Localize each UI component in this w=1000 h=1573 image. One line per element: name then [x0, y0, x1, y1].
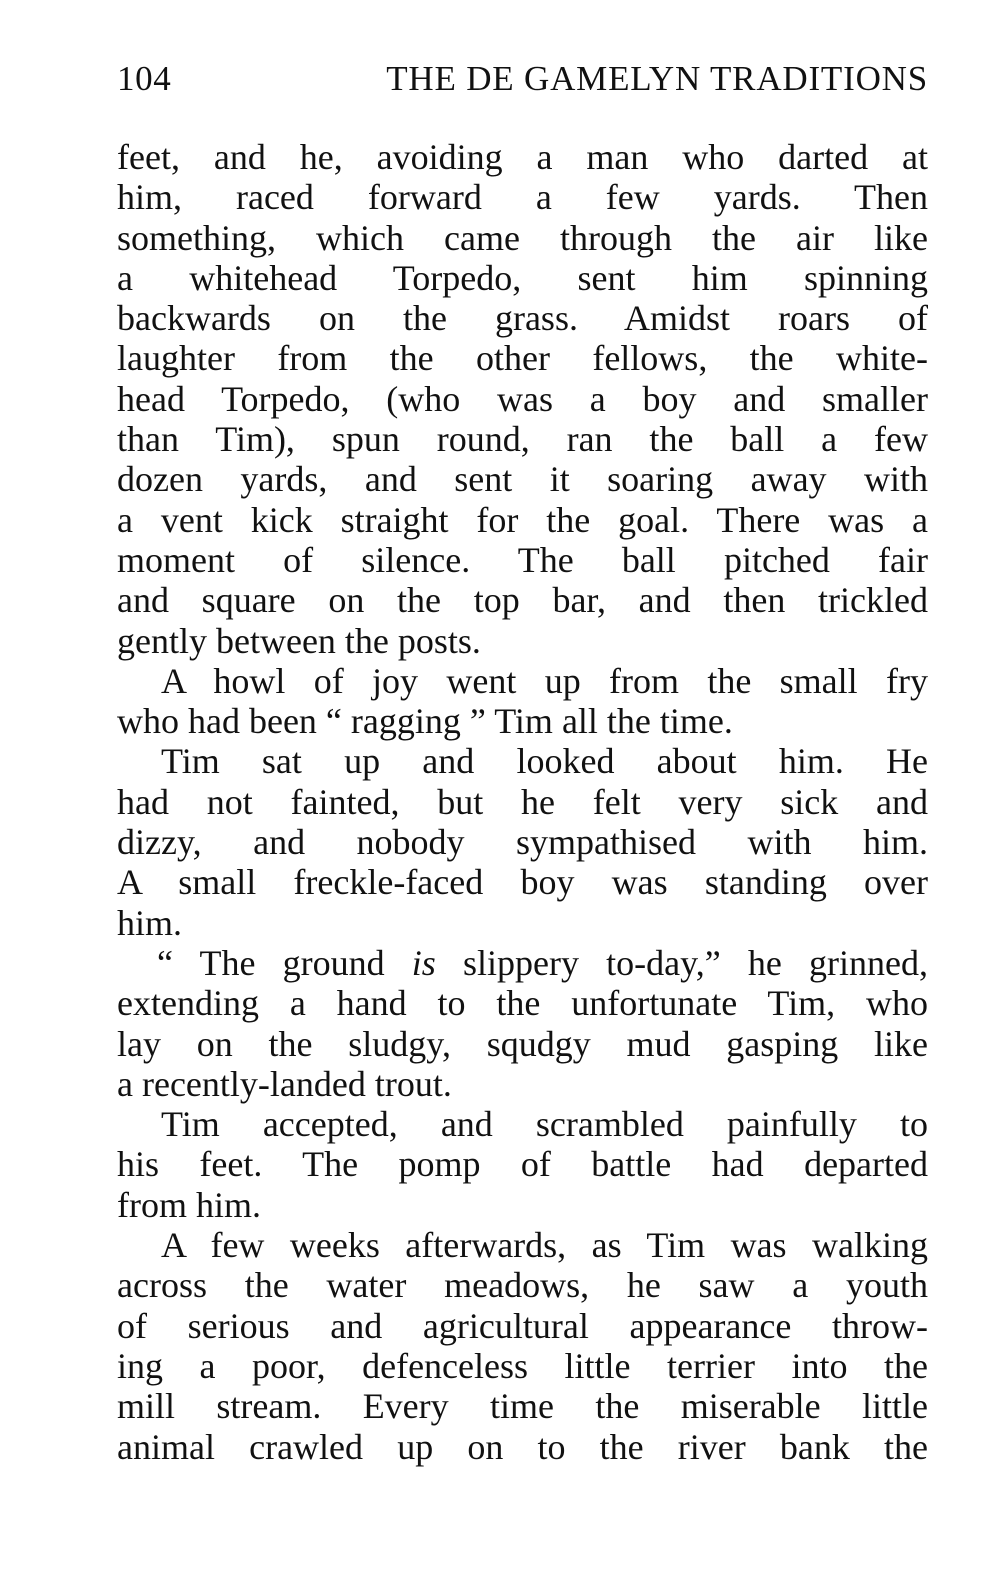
text-line: across the water meadows, he saw a youth: [117, 1265, 928, 1306]
text-line: something, which came through the air like: [117, 217, 928, 258]
text-line: and square on the top bar, and then trickled: [117, 580, 928, 621]
text-line: of serious and agricultural appearance throw-: [117, 1305, 928, 1346]
text-line: gently between the posts.: [117, 620, 481, 661]
text-line: lay on the sludgy, squdgy mud gasping like: [117, 1023, 928, 1064]
text-line: had not fainted, but he felt very sick and: [117, 781, 928, 822]
text-line: animal crawled up on to the river bank the: [117, 1426, 928, 1467]
text-line: mill stream. Every time the miserable little: [117, 1386, 928, 1427]
text-segment: slippery to-day,” he grinned,: [435, 942, 928, 983]
text-line: a vent kick straight for the goal. There was a: [117, 499, 928, 540]
text-line: Tim sat up and looked about him. He: [161, 741, 928, 782]
text-line: him.: [117, 902, 183, 943]
italic-emphasis: is: [411, 942, 436, 983]
text-line: from him.: [117, 1184, 261, 1225]
running-title: THE DE GAMELYN TRADITIONS: [386, 59, 928, 98]
text-line: backwards on the grass. Amidst roars of: [117, 298, 928, 339]
text-line: Tim accepted, and scrambled painfully to: [161, 1104, 928, 1145]
text-line: his feet. The pomp of battle had departed: [117, 1144, 928, 1185]
text-line: who had been “ ragging ” Tim all the time.: [117, 701, 733, 742]
text-line: than Tim), spun round, ran the ball a few: [117, 419, 928, 460]
text-line: him, raced forward a few yards. Then: [117, 177, 928, 218]
text-line: laughter from the other fellows, the white-: [117, 338, 928, 379]
text-segment: “ The ground: [157, 942, 412, 983]
running-head: [117, 58, 928, 100]
text-line: A howl of joy went up from the small fry: [161, 660, 928, 701]
text-line: head Torpedo, (who was a boy and smaller: [117, 378, 928, 419]
text-line: feet, and he, avoiding a man who darted at: [117, 137, 928, 177]
text-line: A few weeks afterwards, as Tim was walking: [161, 1225, 928, 1266]
text-line: A small freckle-faced boy was standing over: [117, 862, 928, 903]
text-line: ing a poor, defenceless little terrier into the: [117, 1345, 928, 1386]
body-text: [117, 137, 928, 1467]
text-line: dozen yards, and sent it soaring away with: [117, 459, 928, 500]
text-line: moment of silence. The ball pitched fair: [117, 539, 928, 580]
text-line: dizzy, and nobody sympathised with him.: [117, 822, 928, 863]
page-number: 104: [117, 59, 172, 98]
text-line: extending a hand to the unfortunate Tim, who: [117, 983, 928, 1024]
text-line: a whitehead Torpedo, sent him spinning: [117, 257, 928, 298]
text-line: [117, 943, 928, 983]
text-line: a recently-landed trout.: [117, 1063, 452, 1104]
